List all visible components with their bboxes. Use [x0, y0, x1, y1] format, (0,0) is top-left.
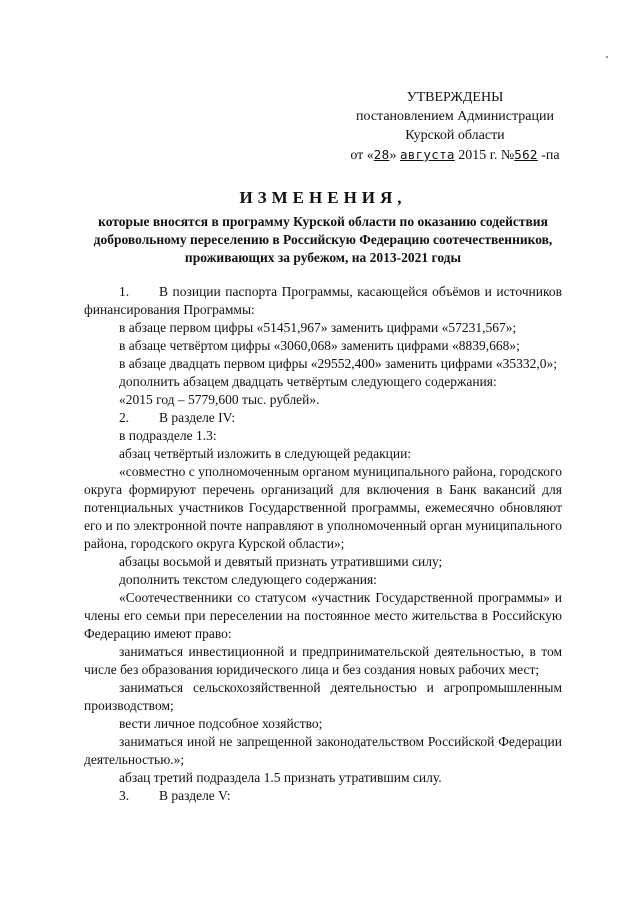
section-2-number: 2.	[119, 410, 130, 425]
approval-number-suffix: -па	[537, 148, 560, 163]
approval-date-line	[330, 145, 580, 165]
approval-day: 28	[373, 147, 390, 162]
date-day-close: »	[389, 148, 400, 163]
section-3-number: 3.	[119, 788, 130, 803]
section-3-text: В разделе V:	[159, 788, 231, 803]
paragraph: абзац третий подраздела 1.5 признать утратившим силу.	[119, 770, 442, 785]
approval-number: 562	[514, 147, 538, 162]
document-subtitle: которые вносятся в программу Курской области по оказанию содействия добровольному переселению в Российскую Федерацию соотечественников, проживающих за рубежом, на 2013-2021 годы	[93, 214, 553, 265]
section-2-text: В разделе IV:	[159, 410, 236, 425]
date-prefix: от «	[350, 148, 374, 163]
section-1-number: 1.	[119, 284, 130, 299]
document-title: ИЗМЕНЕНИЯ,	[239, 188, 407, 207]
document-heading	[84, 186, 562, 267]
approval-region: Курской области	[405, 128, 505, 143]
section-1	[84, 283, 562, 319]
paragraph: заниматься сельскохозяйственной деятельностью и агропромышленным производством;	[84, 680, 562, 713]
paragraph: абзацы восьмой и девятый признать утратившими силу;	[119, 554, 443, 569]
approval-authority: постановлением Администрации	[356, 109, 554, 124]
paragraph: вести личное подсобное хозяйство;	[119, 716, 323, 731]
paragraph: дополнить текстом следующего содержания:	[119, 572, 377, 587]
paragraph: заниматься инвестиционной и предпринимательской деятельностью, в том числе без образования юридического лица и без создания новых рабочих мест;	[84, 644, 562, 677]
section-3	[84, 787, 562, 805]
approval-month: августа	[399, 147, 455, 162]
paragraph: «2015 год – 5779,600 тыс. рублей».	[119, 392, 320, 407]
paragraph: в подразделе 1.3:	[119, 428, 217, 443]
approval-heading: УТВЕРЖДЕНЫ	[406, 90, 504, 105]
section-1-text: В позиции паспорта Программы, касающейся объёмов и источников финансирования Программы:	[84, 284, 562, 317]
document-body	[84, 283, 562, 805]
section-2	[84, 409, 562, 427]
paragraph: абзац четвёртый изложить в следующей редакции:	[119, 446, 412, 461]
paragraph: в абзаце четвёртом цифры «3060,068» заменить цифрами «8839,668»;	[119, 338, 520, 353]
paragraph: в абзаце первом цифры «51451,967» заменить цифрами «57231,567»;	[119, 320, 517, 335]
paragraph: в абзаце двадцать первом цифры «29552,400» заменить цифрами «35332,0»;	[119, 356, 557, 371]
paragraph: «совместно с уполномоченным органом муниципального района, городского округа формируют перечень организаций для включения в Банк вакансий для потенциальных участников Государственной программы, ежемесячно обновляют его и по электронной почте направляют в уполномоченный орган муниципального района, городского округа Курской области»;	[84, 464, 562, 551]
paragraph: заниматься иной не запрещенной законодательством Российской Федерации деятельностью.»;	[84, 734, 562, 767]
approval-stamp-block	[330, 88, 580, 165]
paragraph: «Соотечественники со статусом «участник Государственной программы» и члены его семьи при переселении на постоянное место жительства в Российскую Федерацию имеют право:	[84, 590, 562, 641]
approval-year: 2015 г. №	[454, 148, 515, 163]
scan-speck	[606, 56, 608, 58]
paragraph: дополнить абзацем двадцать четвёртым следующего содержания:	[119, 374, 497, 389]
